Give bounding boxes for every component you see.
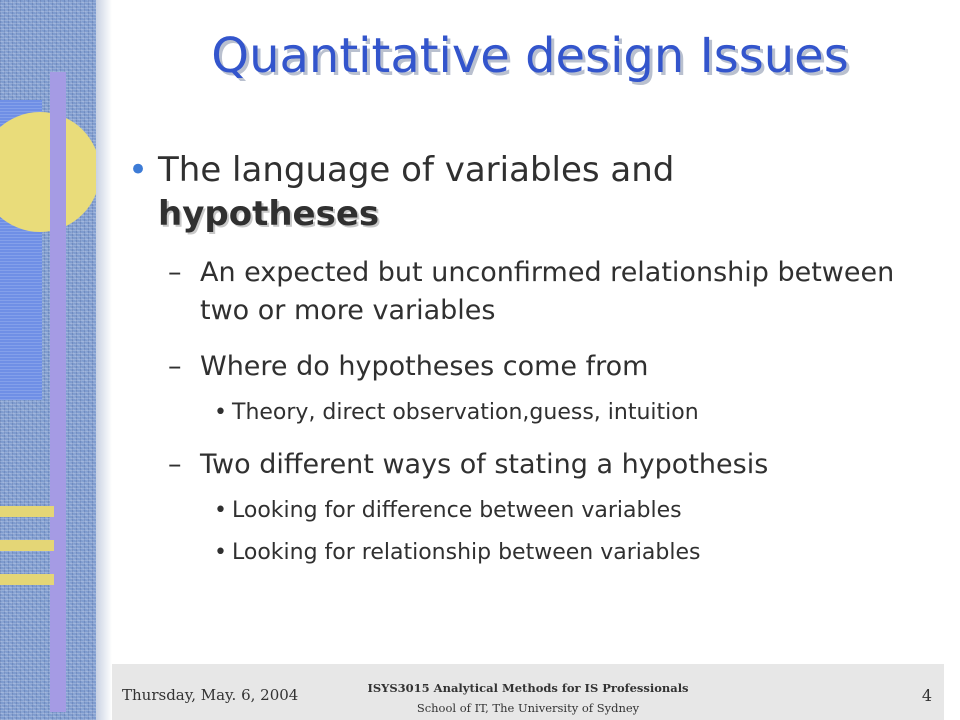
decorative-yellow-stripe <box>0 574 54 585</box>
footer-course-info <box>112 678 944 718</box>
decorative-yellow-circle <box>0 112 96 232</box>
slide-title: Quantitative design Issues <box>211 28 849 84</box>
sub-item-text: Two different ways of stating a hypothesis <box>200 449 769 480</box>
dot-marker: • <box>214 498 227 523</box>
sub-item-2 <box>128 348 928 386</box>
dash-marker: – <box>168 257 182 288</box>
sub-sub-item-text: Looking for relationship between variables <box>232 540 701 565</box>
sub-item-text: Where do hypotheses come from <box>200 351 649 382</box>
slide-footer <box>112 664 944 720</box>
sub-sub-item <box>128 398 928 428</box>
sub-sub-item-text: Theory, direct observation,guess, intuition <box>232 400 699 425</box>
sub-item-1 <box>128 254 928 330</box>
slide-content <box>128 148 928 568</box>
decorative-yellow-stripe <box>0 506 54 517</box>
dash-marker: – <box>168 449 182 480</box>
sub-sub-item <box>128 538 928 568</box>
sub-sub-item-text: Looking for difference between variables <box>232 498 682 523</box>
dot-marker: • <box>214 540 227 565</box>
dot-marker: • <box>214 400 227 425</box>
sub-item-3 <box>128 446 928 484</box>
decorative-purple-bar <box>50 72 66 712</box>
footer-course-title: ISYS3015 Analytical Methods for IS Professionals <box>367 681 689 695</box>
bullet-main <box>128 148 928 236</box>
bullet-main-text: The language of variables and <box>158 150 675 190</box>
sidebar-shadow <box>96 0 112 720</box>
footer-date: Thursday, May. 6, 2004 <box>122 686 299 704</box>
dash-marker: – <box>168 351 182 382</box>
bullet-dot-icon: • <box>128 150 149 190</box>
footer-school: School of IT, The University of Sydney <box>416 701 640 715</box>
page-number: 4 <box>921 686 932 705</box>
bullet-main-bold-text: hypotheses <box>158 194 380 234</box>
sub-sub-item <box>128 496 928 526</box>
sub-item-text: An expected but unconfirmed relationship between two or more variables <box>200 257 895 326</box>
decorative-sidebar <box>0 0 96 720</box>
decorative-yellow-stripe <box>0 540 54 551</box>
